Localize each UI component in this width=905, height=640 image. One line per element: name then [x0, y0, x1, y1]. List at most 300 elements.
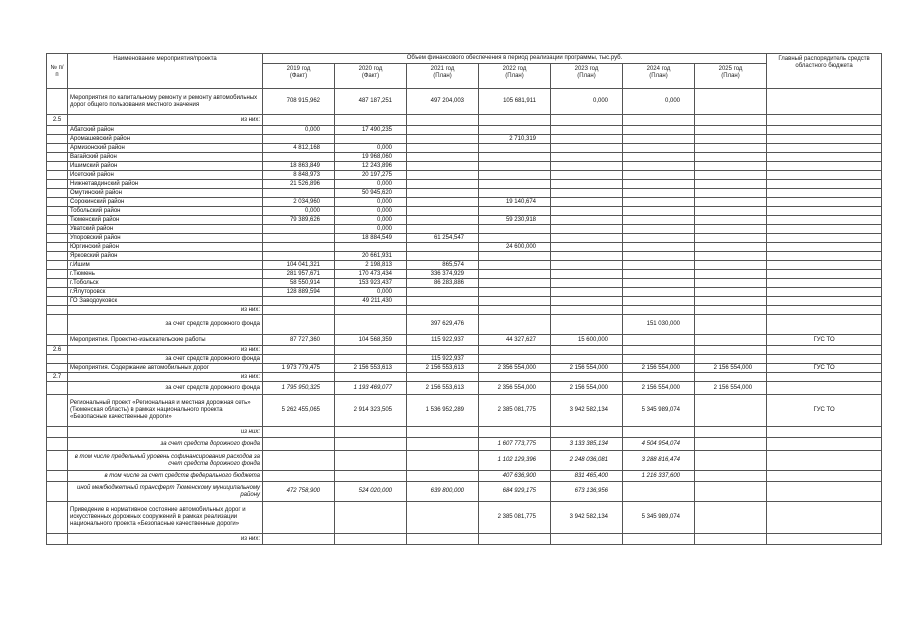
row-value-6 — [695, 427, 767, 438]
row-value-3: 59 230,918 — [479, 216, 551, 225]
row-manager — [767, 189, 882, 198]
row-name: Тобольский район — [68, 207, 263, 216]
header-year-kind: (План) — [505, 73, 524, 79]
row-manager — [767, 482, 882, 502]
row-value-2: 497 204,003 — [407, 89, 479, 115]
row-manager — [767, 135, 882, 144]
row-value-4 — [551, 189, 623, 198]
row-value-2 — [407, 243, 479, 252]
header-year-kind: (Факт) — [289, 73, 308, 79]
row-value-3: 24 600,000 — [479, 243, 551, 252]
row-value-5 — [623, 115, 695, 126]
table-row — [47, 126, 882, 135]
row-value-3 — [479, 297, 551, 306]
row-value-4: 15 600,000 — [551, 335, 623, 346]
row-value-5 — [623, 144, 695, 153]
row-value-1: 20 661,931 — [335, 252, 407, 261]
row-value-1: 487 187,251 — [335, 89, 407, 115]
header-num: № п/п — [47, 54, 68, 89]
row-manager — [767, 471, 882, 482]
row-value-1: 0,000 — [335, 207, 407, 216]
table-row — [47, 198, 882, 207]
row-value-4: 673 136,956 — [551, 482, 623, 502]
table-row — [47, 162, 882, 171]
header-name: Наименование мероприятия/проекта — [68, 54, 263, 89]
row-value-5 — [623, 279, 695, 288]
row-value-1: 2 198,813 — [335, 261, 407, 270]
row-number — [47, 335, 68, 346]
row-value-5 — [623, 225, 695, 234]
row-value-6 — [695, 189, 767, 198]
row-name: Исетский район — [68, 171, 263, 180]
row-value-0 — [263, 471, 335, 482]
row-value-3 — [479, 180, 551, 189]
row-value-5 — [623, 306, 695, 315]
row-value-2 — [407, 306, 479, 315]
table-header — [47, 54, 882, 89]
table-row — [47, 315, 882, 335]
row-value-2 — [407, 189, 479, 198]
row-name: из них: — [68, 306, 263, 315]
row-value-3 — [479, 252, 551, 261]
row-value-0: 128 889,594 — [263, 288, 335, 297]
row-value-6 — [695, 355, 767, 364]
row-value-0 — [263, 438, 335, 451]
row-value-2: 639 800,000 — [407, 482, 479, 502]
row-manager — [767, 243, 882, 252]
row-number — [47, 451, 68, 471]
row-value-2: 115 922,937 — [407, 355, 479, 364]
row-value-4: 3 133 385,134 — [551, 438, 623, 451]
row-value-2 — [407, 162, 479, 171]
row-value-4 — [551, 153, 623, 162]
row-value-4 — [551, 162, 623, 171]
row-value-3 — [479, 315, 551, 335]
row-number — [47, 315, 68, 335]
row-value-5 — [623, 373, 695, 382]
row-value-3 — [479, 189, 551, 198]
row-value-1: 2 156 553,613 — [335, 364, 407, 373]
row-value-1: 153 923,437 — [335, 279, 407, 288]
row-value-2 — [407, 471, 479, 482]
row-value-3 — [479, 225, 551, 234]
header-year-kind: (План) — [721, 73, 740, 79]
table-row — [47, 153, 882, 162]
row-name: Армизонский район — [68, 144, 263, 153]
row-value-3: 684 929,175 — [479, 482, 551, 502]
row-number — [47, 471, 68, 482]
row-number — [47, 216, 68, 225]
row-value-3 — [479, 346, 551, 355]
row-value-0: 1 973 779,475 — [263, 364, 335, 373]
row-value-6 — [695, 144, 767, 153]
row-manager — [767, 261, 882, 270]
row-value-0 — [263, 153, 335, 162]
row-name: Мероприятия. Проектно-изыскательские работы — [68, 335, 263, 346]
row-value-1: 524 020,000 — [335, 482, 407, 502]
row-manager — [767, 115, 882, 126]
row-name: Сорокинский район — [68, 198, 263, 207]
table-row — [47, 502, 882, 534]
table-row — [47, 180, 882, 189]
row-manager: ГУС ТО — [767, 395, 882, 427]
row-value-0: 21 526,896 — [263, 180, 335, 189]
header-year-1 — [335, 64, 407, 89]
row-value-0: 708 915,962 — [263, 89, 335, 115]
row-value-1: 2 914 323,505 — [335, 395, 407, 427]
row-value-5 — [623, 355, 695, 364]
row-name: Аромашевский район — [68, 135, 263, 144]
header-year-0 — [263, 64, 335, 89]
header-year-kind: (Факт) — [361, 73, 380, 79]
row-value-1 — [335, 243, 407, 252]
row-value-5: 3 288 816,474 — [623, 451, 695, 471]
row-value-4 — [551, 180, 623, 189]
row-number — [47, 89, 68, 115]
row-name: Вагайский район — [68, 153, 263, 162]
row-manager — [767, 297, 882, 306]
row-name: за счет средств дорожного фонда — [68, 315, 263, 335]
row-manager — [767, 144, 882, 153]
row-value-4: 3 942 582,134 — [551, 502, 623, 534]
row-name: из них: — [68, 115, 263, 126]
table-row — [47, 135, 882, 144]
row-value-5 — [623, 297, 695, 306]
row-value-6 — [695, 234, 767, 243]
row-value-3 — [479, 261, 551, 270]
row-value-5 — [623, 252, 695, 261]
row-value-2: 1 536 952,289 — [407, 395, 479, 427]
row-number — [47, 364, 68, 373]
row-value-2 — [407, 144, 479, 153]
row-name: из них: — [68, 346, 263, 355]
row-value-5 — [623, 126, 695, 135]
row-value-2 — [407, 297, 479, 306]
header-year-2 — [407, 64, 479, 89]
row-value-5 — [623, 207, 695, 216]
row-manager — [767, 153, 882, 162]
row-manager — [767, 162, 882, 171]
row-value-6 — [695, 502, 767, 534]
header-year-label: 2022 год — [502, 66, 527, 72]
row-manager — [767, 427, 882, 438]
row-name: Тюменский район — [68, 216, 263, 225]
row-value-5 — [623, 482, 695, 502]
row-value-5: 5 345 989,074 — [623, 502, 695, 534]
row-value-1 — [335, 315, 407, 335]
row-number — [47, 438, 68, 451]
row-manager — [767, 451, 882, 471]
row-number: 2.5 — [47, 115, 68, 126]
row-value-5 — [623, 243, 695, 252]
row-value-2: 86 283,886 — [407, 279, 479, 288]
row-value-0: 18 863,849 — [263, 162, 335, 171]
row-value-0 — [263, 234, 335, 243]
header-year-label: 2020 год — [358, 66, 383, 72]
row-value-3: 2 385 081,775 — [479, 395, 551, 427]
row-value-1 — [335, 471, 407, 482]
row-value-1: 18 884,549 — [335, 234, 407, 243]
row-value-1: 170 473,434 — [335, 270, 407, 279]
row-manager — [767, 225, 882, 234]
row-value-0: 58 550,914 — [263, 279, 335, 288]
row-value-0 — [263, 451, 335, 471]
header-year-label: 2025 год — [718, 66, 743, 72]
row-value-0: 8 848,973 — [263, 171, 335, 180]
table-row — [47, 115, 882, 126]
row-value-5 — [623, 270, 695, 279]
row-value-6 — [695, 225, 767, 234]
row-value-3: 2 710,319 — [479, 135, 551, 144]
row-value-4: 3 942 582,134 — [551, 395, 623, 427]
row-number — [47, 395, 68, 427]
row-value-4 — [551, 225, 623, 234]
row-value-4 — [551, 198, 623, 207]
row-value-2 — [407, 207, 479, 216]
table-row — [47, 216, 882, 225]
row-value-2 — [407, 373, 479, 382]
row-manager: ГУС ТО — [767, 335, 882, 346]
row-value-2 — [407, 288, 479, 297]
row-value-4 — [551, 252, 623, 261]
row-value-1: 104 568,359 — [335, 335, 407, 346]
row-value-1: 50 945,620 — [335, 189, 407, 198]
row-value-2 — [407, 216, 479, 225]
row-value-3 — [479, 234, 551, 243]
row-number — [47, 427, 68, 438]
row-value-1 — [335, 115, 407, 126]
row-value-0 — [263, 355, 335, 364]
row-value-1 — [335, 502, 407, 534]
table-row — [47, 279, 882, 288]
row-name: г.Ишим — [68, 261, 263, 270]
row-value-0 — [263, 534, 335, 545]
row-value-0 — [263, 427, 335, 438]
row-value-1 — [335, 373, 407, 382]
row-value-5 — [623, 234, 695, 243]
row-number — [47, 355, 68, 364]
row-name: из них: — [68, 534, 263, 545]
row-value-2: 2 156 553,613 — [407, 382, 479, 395]
row-name: за счет средств дорожного фонда — [68, 438, 263, 451]
row-manager — [767, 288, 882, 297]
row-value-6 — [695, 471, 767, 482]
row-value-6 — [695, 438, 767, 451]
row-value-3 — [479, 534, 551, 545]
row-name: из них: — [68, 373, 263, 382]
row-value-1: 19 968,060 — [335, 153, 407, 162]
row-value-0 — [263, 297, 335, 306]
row-value-1 — [335, 427, 407, 438]
row-name: иной межбюджетный трансферт Тюменскому муниципальному району — [68, 482, 263, 502]
row-value-3: 1 102 129,396 — [479, 451, 551, 471]
row-value-3 — [479, 171, 551, 180]
row-value-0: 87 727,360 — [263, 335, 335, 346]
row-value-1: 0,000 — [335, 144, 407, 153]
row-manager — [767, 252, 882, 261]
row-value-3: 1 607 773,775 — [479, 438, 551, 451]
row-value-6 — [695, 89, 767, 115]
row-value-6 — [695, 207, 767, 216]
row-manager — [767, 438, 882, 451]
row-manager — [767, 207, 882, 216]
row-value-2 — [407, 153, 479, 162]
row-value-4 — [551, 288, 623, 297]
table-row — [47, 171, 882, 180]
row-number — [47, 279, 68, 288]
row-manager — [767, 382, 882, 395]
row-manager — [767, 171, 882, 180]
row-value-2 — [407, 346, 479, 355]
row-number — [47, 189, 68, 198]
row-value-1 — [335, 438, 407, 451]
row-value-4 — [551, 373, 623, 382]
table-row — [47, 89, 882, 115]
row-value-2: 336 374,929 — [407, 270, 479, 279]
table-row — [47, 482, 882, 502]
row-value-3 — [479, 373, 551, 382]
table-row — [47, 335, 882, 346]
row-value-4 — [551, 346, 623, 355]
header-year-6 — [695, 64, 767, 89]
row-value-1: 1 193 469,077 — [335, 382, 407, 395]
row-value-5 — [623, 534, 695, 545]
table-row — [47, 427, 882, 438]
table-row — [47, 270, 882, 279]
table-row — [47, 373, 882, 382]
row-value-6 — [695, 115, 767, 126]
row-value-5 — [623, 261, 695, 270]
row-value-4 — [551, 261, 623, 270]
row-value-1: 0,000 — [335, 216, 407, 225]
table-row — [47, 346, 882, 355]
row-value-3 — [479, 115, 551, 126]
row-value-0 — [263, 115, 335, 126]
row-value-1 — [335, 346, 407, 355]
row-name: Юргинский район — [68, 243, 263, 252]
row-value-1: 17 490,235 — [335, 126, 407, 135]
row-name: Приведение в нормативное состояние автомобильных дорог и искусственных дорожных сооружений в рамках реализации национального проекта «Безопасные качественные дороги» — [68, 502, 263, 534]
row-value-0 — [263, 252, 335, 261]
row-manager — [767, 234, 882, 243]
row-number — [47, 135, 68, 144]
row-number — [47, 252, 68, 261]
row-number — [47, 288, 68, 297]
row-value-1 — [335, 451, 407, 471]
row-value-3 — [479, 144, 551, 153]
row-manager — [767, 373, 882, 382]
row-value-3 — [479, 207, 551, 216]
row-value-5 — [623, 216, 695, 225]
row-value-4 — [551, 126, 623, 135]
row-value-0 — [263, 346, 335, 355]
row-value-2 — [407, 225, 479, 234]
row-name: Мероприятия. Содержание автомобильных дорог — [68, 364, 263, 373]
row-number — [47, 171, 68, 180]
row-value-5: 4 504 954,074 — [623, 438, 695, 451]
row-value-6 — [695, 288, 767, 297]
row-value-0 — [263, 315, 335, 335]
row-name: Ишимский район — [68, 162, 263, 171]
header-year-3 — [479, 64, 551, 89]
row-value-2: 61 254,547 — [407, 234, 479, 243]
row-manager — [767, 126, 882, 135]
row-value-6 — [695, 252, 767, 261]
header-manager: Главный распорядитель средств областного бюджета — [767, 54, 882, 89]
row-value-0 — [263, 306, 335, 315]
row-value-5: 5 345 989,074 — [623, 395, 695, 427]
row-name: г.Тобольск — [68, 279, 263, 288]
row-value-1: 0,000 — [335, 198, 407, 207]
row-value-6 — [695, 198, 767, 207]
row-value-3: 2 385 081,775 — [479, 502, 551, 534]
row-name: в том числе предельный уровень софинансирования расходов за счет средств дорожного фонда — [68, 451, 263, 471]
row-value-0: 472 758,900 — [263, 482, 335, 502]
row-value-6 — [695, 534, 767, 545]
row-number — [47, 502, 68, 534]
header-year-label: 2024 год — [646, 66, 671, 72]
row-value-1 — [335, 534, 407, 545]
header-year-label: 2021 год — [430, 66, 455, 72]
row-value-4 — [551, 207, 623, 216]
row-value-0 — [263, 135, 335, 144]
row-value-1: 0,000 — [335, 225, 407, 234]
row-value-0 — [263, 243, 335, 252]
row-value-2: 2 156 553,613 — [407, 364, 479, 373]
row-name: Региональный проект «Региональная и местная дорожная сеть» (Тюменская область) в рамках национального проекта «Безопасные качественные дороги» — [68, 395, 263, 427]
table-row — [47, 261, 882, 270]
row-number — [47, 306, 68, 315]
row-value-3 — [479, 153, 551, 162]
table-row — [47, 144, 882, 153]
row-value-6 — [695, 306, 767, 315]
row-name: Мероприятия по капитальному ремонту и ремонту автомобильных дорог общего пользования местного значения — [68, 89, 263, 115]
row-name: из них: — [68, 427, 263, 438]
row-name: г.Тюмень — [68, 270, 263, 279]
row-value-6 — [695, 270, 767, 279]
row-name: Абатский район — [68, 126, 263, 135]
row-name: Нижнетавдинский район — [68, 180, 263, 189]
row-value-6 — [695, 279, 767, 288]
row-number — [47, 180, 68, 189]
row-number — [47, 382, 68, 395]
table-row — [47, 355, 882, 364]
row-value-4 — [551, 171, 623, 180]
table-row — [47, 189, 882, 198]
row-name: Упоровский район — [68, 234, 263, 243]
row-value-3 — [479, 279, 551, 288]
row-value-1 — [335, 306, 407, 315]
row-value-2: 397 629,476 — [407, 315, 479, 335]
row-value-5 — [623, 288, 695, 297]
row-manager — [767, 180, 882, 189]
row-name: за счет средств дорожного фонда — [68, 355, 263, 364]
row-value-4 — [551, 144, 623, 153]
row-manager — [767, 198, 882, 207]
row-value-4: 831 465,400 — [551, 471, 623, 482]
row-value-2 — [407, 171, 479, 180]
row-number — [47, 207, 68, 216]
row-value-0: 104 041,321 — [263, 261, 335, 270]
row-value-6: 2 156 554,000 — [695, 364, 767, 373]
row-value-1: 49 211,430 — [335, 297, 407, 306]
row-number — [47, 126, 68, 135]
row-number — [47, 198, 68, 207]
row-value-6 — [695, 162, 767, 171]
header-year-label: 2023 год — [574, 66, 599, 72]
row-value-4 — [551, 135, 623, 144]
row-value-2 — [407, 115, 479, 126]
